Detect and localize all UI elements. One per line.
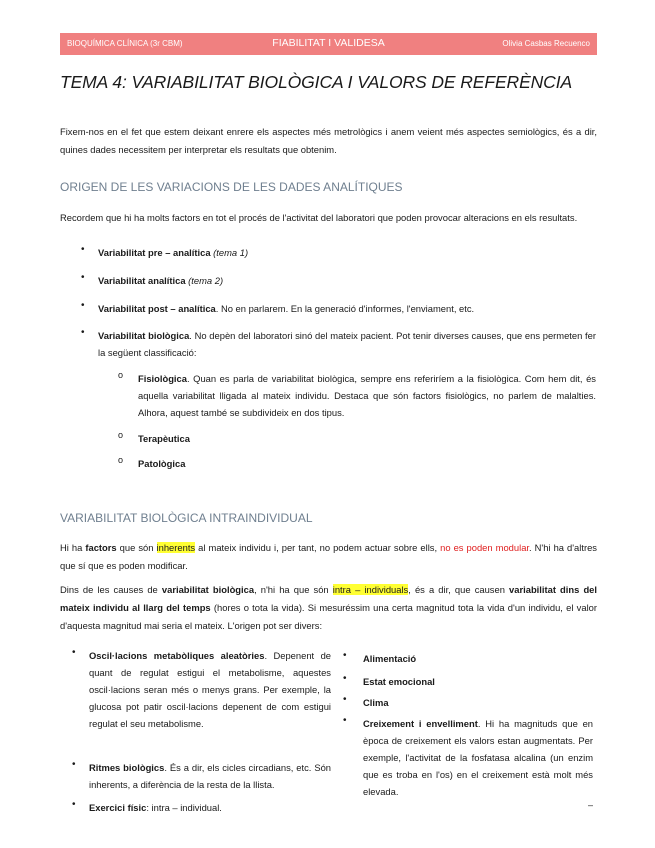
highlight-inherents: inherents: [156, 542, 196, 553]
bullet-dot: •: [343, 673, 347, 684]
header-topic: FIABILITAT I VALIDESA: [272, 37, 385, 49]
trailing-dash: –: [588, 800, 594, 810]
intro-paragraph: Fixem-nos en el fet que estem deixant enrere els aspectes més metrològics i anem veient més aspectes semiològics, és a dir, quines dades necessitem per interpretar els resultats que obtenim.: [60, 126, 597, 155]
item-label: Patològica: [138, 458, 186, 469]
item-label: Oscil·lacions metabòliques aleatòries: [89, 650, 265, 661]
item-label: Terapèutica: [138, 433, 190, 444]
list-item-pathological: [138, 455, 596, 472]
page-header: [60, 33, 597, 55]
text-run: , n'hi ha que són: [254, 584, 333, 595]
highlight-intra: intra – individuals: [332, 584, 409, 595]
header-course: BIOQUÍMICA CLÍNICA (3r CBM): [67, 39, 183, 48]
item-label: Variabilitat pre – analítica: [98, 247, 211, 258]
bullet-dot: •: [81, 272, 85, 283]
bullet-dot: •: [343, 694, 347, 705]
sub-bullet: o: [118, 430, 124, 440]
item-label: Alimentació: [363, 653, 417, 664]
item-text: . No en parlarem. En la generació d'informes, l'enviament, etc.: [215, 303, 475, 314]
item-text: . Hi ha magnituds que en època de creixement els valors estan augmentats. Per exemple, l'activitat de la fosfatasa alcalina (un enzim que es troba en l'os) en el creixement està molt més elevada.: [363, 718, 594, 797]
list-item-biological: [98, 327, 596, 361]
text-run: que són: [116, 542, 157, 553]
list-item-physiological: [138, 370, 596, 421]
item-label: Creixement i envelliment: [363, 718, 478, 729]
bullet-dot: •: [72, 799, 76, 810]
text-bold: factors: [85, 542, 117, 553]
item-text: . No depèn del laboratori sinó del mateix pacient. Pot tenir diverses causes, que ens permeten fer la següent classificació:: [98, 330, 596, 358]
bullet-dot: •: [81, 300, 85, 311]
item-text: . Quan es parla de variabilitat biològica, sempre ens referiríem a la fisiològica. Com hem dit, és aquella variabilitat lligada al mateix individu. Destaca que són factors fisiològics, no parlem de malalties. Alhora, aquest també se subdivideix en dos tipus.: [138, 373, 596, 418]
list-item-analytic: [98, 272, 588, 289]
text-bold: variabilitat biològica: [161, 584, 255, 595]
item-text: : intra – individual.: [146, 802, 222, 813]
intraindividual-paragraph-2: [60, 581, 597, 635]
red-emphasis: no es poden modular: [440, 542, 530, 553]
text-run: Hi ha: [60, 542, 86, 553]
item-label: Estat emocional: [363, 676, 435, 687]
item-label: Variabilitat post – analítica: [98, 303, 216, 314]
text-run: (hores o tota la vida). Si mesuréssim una certa magnitud tota la vida d'un individu, el valor d'aquesta magnitud mai seria el mateix. L'origen pot ser divers:: [60, 602, 597, 631]
bullet-dot: •: [72, 647, 76, 658]
header-author: Olivia Casbas Recuenco: [502, 39, 590, 48]
item-text: . Depenent de quant de regulat estigui el metabolisme, aquestes oscil·lacions seran més o menys grans. Per exemple, la glucosa pot patir oscil·lacions depenent de com estigui regulat el seu metabolisme.: [89, 650, 331, 729]
text-run: al mateix individu i, per tant, no podem actuar sobre ells,: [195, 542, 441, 553]
bullet-dot: •: [343, 650, 347, 661]
list-item-therapeutic: [138, 430, 596, 447]
item-label: Exercici físic: [89, 802, 147, 813]
page-title: TEMA 4: VARIABILITAT BIOLÒGICA I VALORS DE REFERÈNCIA: [60, 72, 573, 92]
sub-bullet: o: [118, 370, 124, 380]
item-text: . És a dir, els cicles circadians, etc. Són inherents, a diferència de la resta de la llista.: [89, 762, 332, 790]
item-label: Clima: [363, 697, 389, 708]
intraindividual-paragraph-1: [60, 539, 597, 575]
section-heading-origin: ORIGEN DE LES VARIACIONS DE LES DADES ANALÍTIQUES: [60, 180, 403, 194]
list-item-preanalytic: [98, 244, 588, 261]
bullet-dot: •: [343, 715, 347, 726]
list-item-oscillations: [89, 647, 331, 732]
list-item-exercise: [89, 799, 331, 816]
item-label: Ritmes biològics: [89, 762, 165, 773]
item-label: Variabilitat biològica: [98, 330, 190, 341]
item-label: Variabilitat analítica: [98, 275, 186, 286]
text-bold: variabilitat dins del mateix individu al llarg del temps: [60, 584, 597, 613]
text-run: . N'hi ha d'altres que sí que es poden modificar.: [60, 542, 597, 571]
origin-paragraph: Recordem que hi ha molts factors en tot el procés de l'activitat del laboratori que poden provocar alteracions en els resultats.: [60, 212, 578, 223]
text-run: , és a dir, que causen: [408, 584, 510, 595]
bullet-dot: •: [72, 759, 76, 770]
item-label: Fisiològica: [138, 373, 187, 384]
section-heading-intraindividual: VARIABILITAT BIOLÒGICA INTRAINDIVIDUAL: [60, 511, 313, 525]
item-ref: (tema 2): [188, 275, 224, 286]
list-item-postanalytic: [98, 300, 588, 317]
sub-bullet: o: [118, 455, 124, 465]
list-item-emotional: [363, 673, 593, 690]
list-item-rhythms: [89, 759, 331, 793]
text-run: Dins de les causes de: [60, 584, 162, 595]
bullet-dot: •: [81, 327, 85, 338]
list-item-climate: [363, 694, 593, 711]
item-ref: (tema 1): [213, 247, 249, 258]
list-item-food: [363, 650, 593, 667]
bullet-dot: •: [81, 244, 85, 255]
list-item-growth: [363, 715, 593, 800]
